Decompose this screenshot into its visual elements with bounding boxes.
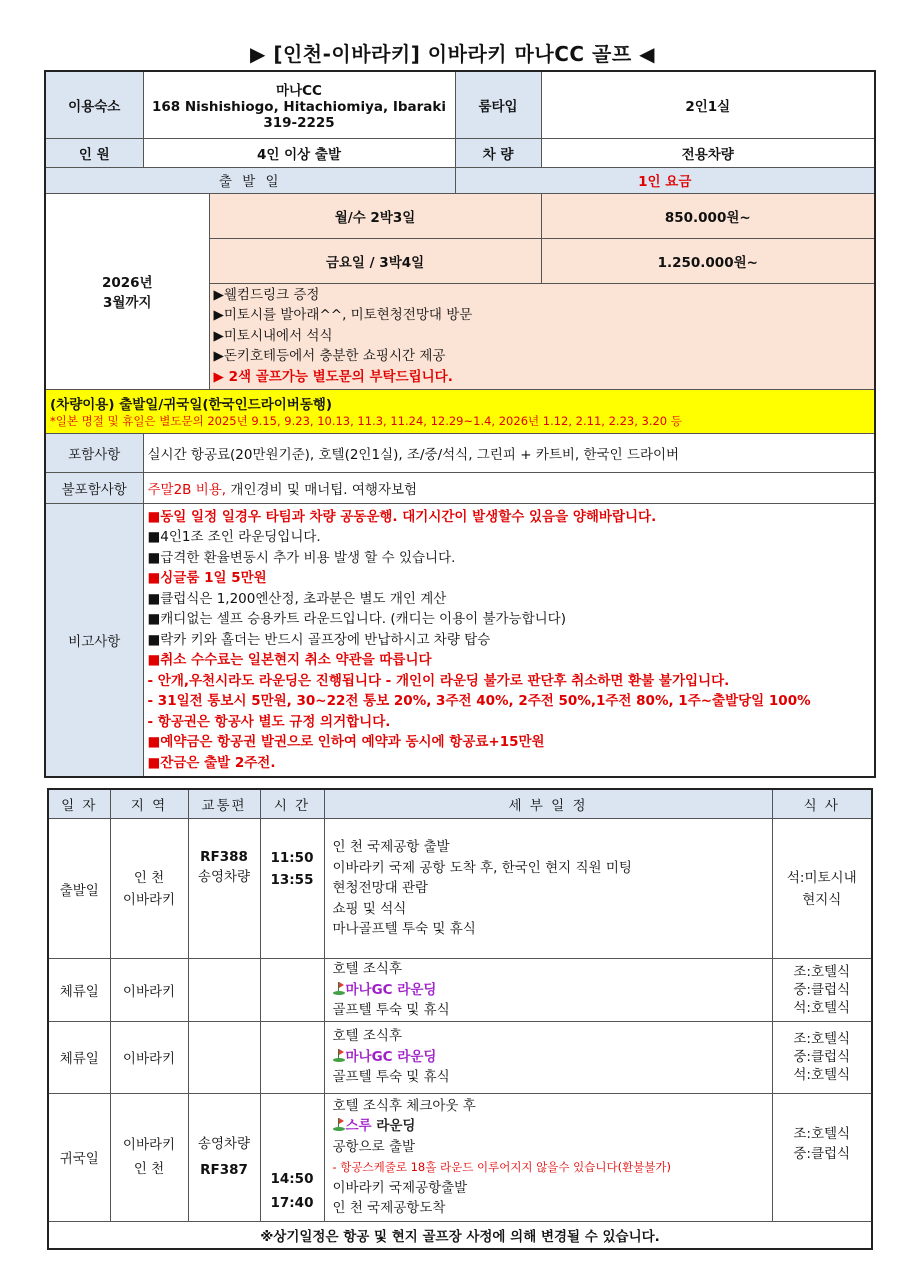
notes-label: 비고사항 [45,503,143,777]
note-item: ■락카 키와 홀더는 반드시 골프장에 반납하시고 차량 탑승 [147,631,491,648]
header-time: 시 간 [260,789,324,819]
schedule-footer: ※상기일정은 항공 및 현지 골프장 사정에 의해 변경될 수 있습니다. [48,1221,872,1249]
option-1-price: 850.000원~ [541,193,875,238]
highlights: ▶웰컴드링크 증정 ▶미토시를 발아래^^, 미토현청전망대 방문 ▶미토시내에서 석식 ▶돈키호테등에서 충분한 쇼핑시간 제공 ▶ 2색 골프가능 별도문의 부탁드립니다. [209,283,875,389]
departure-label: 출 발 일 [45,167,455,193]
schedule-row-day1: 출발일 인 천 이바라키 RF388 송영차량 11:50 13:55 인 천 국제공항 출발 이바라키 국제 공항 도착 후, 한국인 현지 직원 미팅 현청전망대 관람 쇼핑 및 석식 마나골프텔 투숙 및 휴식 석:미토시내 현지식 [48,819,872,959]
schedule-table [47,788,873,1250]
include-label: 포함사항 [45,433,143,472]
notice-banner: (차량이용) 출발일/귀국일(한국인드라이버동행) *일본 명절 및 휴일은 별도문의 2025년 9.15, 9.23, 10.13, 11.3, 11.24, 12.29~1.4, 2026년 1.12, 2.11, 2.23, 3.20 등 [45,389,875,433]
info-table [44,70,876,778]
note-item: ■취소 수수료는 일본현지 취소 약관을 따릅니다 [147,652,432,668]
flight-warning: - 항공스케줄로 18홀 라운드 이루어지지 않을수 있습니다(환불불가) [332,1160,672,1174]
option-1-label: 월/수 2박3일 [209,193,541,238]
accommodation-label: 이용숙소 [45,71,143,138]
notes-list [143,503,875,777]
vehicle-label: 차 량 [455,138,541,167]
schedule-row-day4: 귀국일 이바라키 인 천 송영차량 RF387 14:50 17:40 호텔 조식후 체크아웃 후 스루 라운딩 공항으로 출발 - 항공스케줄로 18홀 라운드 이루어지지 않을수 있습니다(환불불가) 이바라키 국제공항출발 인 천 국제공항도착 조:호텔식 중:클럽식 [48,1093,872,1221]
note-item: ■4인1조 조인 라운딩입니다. [147,529,321,545]
period-cell: 2026년 3월까지 [45,193,209,389]
note-item: - 31일전 통보시 5만원, 30~22전 통보 20%, 3주전 40%, 2주전 50%,1주전 80%, 1주~출발당일 100% [147,693,811,709]
header-day: 일 자 [48,789,110,819]
golf-flag-icon [333,1049,345,1062]
note-item: ■급격한 환율변동시 추가 비용 발생 할 수 있습니다. [147,549,456,566]
include-value: 실시간 항공료(20만원기준), 호텔(2인1실), 조/중/석식, 그린피 + 카트비, 한국인 드라이버 [143,433,875,472]
note-item: ■캐디없는 셀프 승용카트 라운드입니다. (캐디는 이용이 불가능합니다) [147,611,566,627]
exclude-label: 불포함사항 [45,472,143,503]
option-2-label: 금요일 / 3박4일 [209,238,541,283]
room-type-label: 룸타입 [455,71,541,138]
header-region: 지 역 [110,789,188,819]
note-item: - 안개,우천시라도 라운딩은 진행됩니다 - 개인이 라운딩 불가로 판단후 취소하면 환불 불가입니다. [147,672,730,689]
people-value: 4인 이상 출발 [143,138,455,167]
note-item: ■싱글룸 1일 5만원 [147,570,267,586]
note-item: ■예약금은 항공권 발권으로 인하여 예약과 동시에 항공료+15만원 [147,734,545,750]
option-2-price: 1.250.000원~ [541,238,875,283]
note-item: ■잔금은 출발 2주전. [147,754,276,771]
exclude-value: 주말2B 비용, 개인경비 및 매너팁. 여행자보험 [143,472,875,503]
schedule-row-day3: 체류일 이바라키 호텔 조식후 마나GC 라운딩 골프텔 투숙 및 휴식 조:호텔식 중:클럽식 석:호텔식 [48,1021,872,1093]
note-item: ■클럽식은 1,200엔산정, 초과분은 별도 개인 계산 [147,590,447,607]
schedule-row-day2: 체류일 이바라키 호텔 조식후 마나GC 라운딩 골프텔 투숙 및 휴식 조:호텔식 중:클럽식 석:호텔식 [48,959,872,1022]
note-item: - 항공권은 항공사 별도 규정 의거합니다. [147,713,391,730]
header-details: 세 부 일 정 [324,789,772,819]
golf-flag-icon [333,1118,345,1131]
vehicle-value: 전용차량 [541,138,875,167]
people-label: 인 원 [45,138,143,167]
note-item: ■동일 일정 일경우 타팀과 차량 공동운행. 대기시간이 발생할수 있음을 양해바랍니다. [147,508,657,525]
accommodation-value: 마나CC 168 Nishishiogo, Hitachiomiya, Ibaraki 319-2225 [143,71,455,138]
room-type-value: 2인1실 [541,71,875,138]
page-title: ▶ [인천-이바라키] 이바라키 마나CC 골프 ◀ [250,42,655,66]
header-meals: 식 사 [772,789,872,819]
price-label: 1인 요금 [455,167,875,193]
golf-flag-icon [333,982,345,995]
header-transport: 교통편 [188,789,260,819]
